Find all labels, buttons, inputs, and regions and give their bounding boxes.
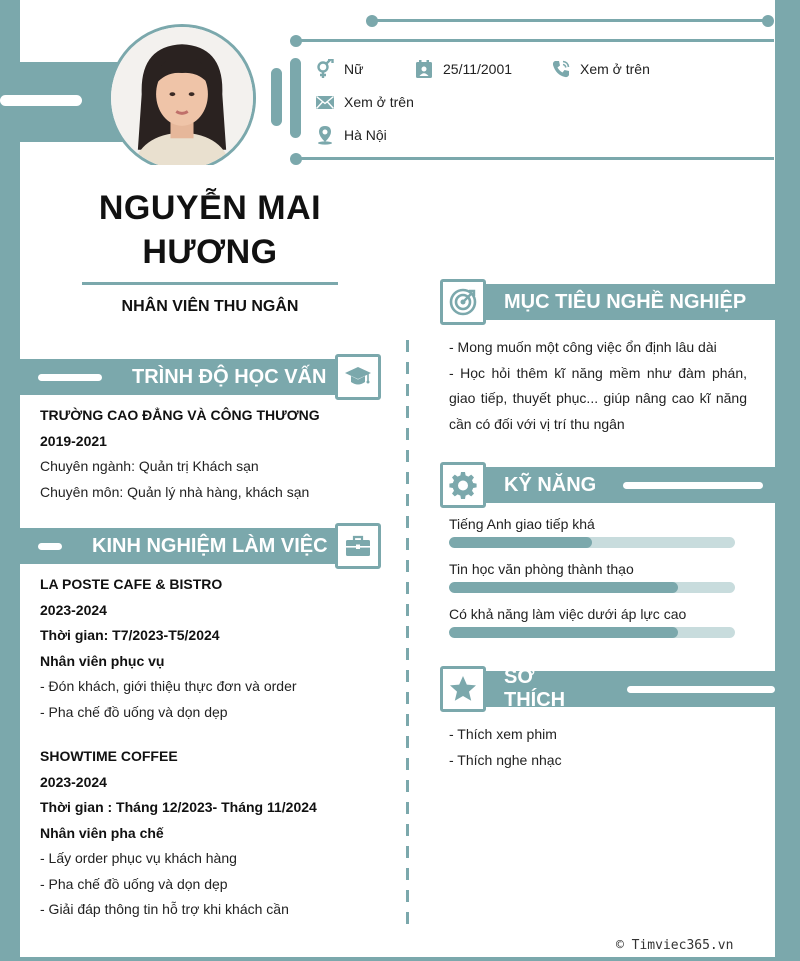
job-duty: - Pha chế đồ uống và dọn dẹp (40, 703, 228, 720)
skill-label: Tiếng Anh giao tiếp khá (449, 516, 595, 532)
avatar-photo (111, 27, 253, 169)
hobby-item: - Thích xem phim (449, 726, 557, 742)
objective-icon-box (440, 279, 486, 325)
skills-header (450, 467, 775, 503)
rule-dot (762, 15, 774, 27)
objective-heading: MỤC TIÊU NGHỀ NGHIỆP (504, 290, 747, 313)
email-text: Xem ở trên (344, 94, 414, 110)
education-icon-box (335, 354, 381, 400)
skills-list (449, 516, 735, 638)
job-duty: - Lấy order phục vụ khách hàng (40, 850, 237, 866)
header-pill (38, 374, 102, 381)
skill-bar-fill (449, 537, 592, 548)
experience-header (20, 528, 350, 564)
contact-birthday (414, 59, 512, 79)
target-icon (448, 287, 478, 317)
job-role: Nhân viên phục vụ (40, 652, 165, 669)
decor-pill (271, 68, 282, 126)
email-icon (315, 92, 335, 112)
graduation-cap-icon (343, 362, 373, 392)
job-company: LA POSTE CAFE & BISTRO (40, 576, 223, 592)
hobbies-list (449, 722, 739, 773)
name-line-1: NGUYỄN MAI (98, 189, 322, 227)
birthday-text: 25/11/2001 (443, 61, 513, 77)
skill-bar-fill (449, 627, 678, 638)
job-duty: - Pha chế đồ uống và dọn dẹp (40, 875, 228, 892)
phone-text: Xem ở trên (580, 61, 650, 77)
address-text: Hà Nội (344, 127, 387, 143)
header-pill (38, 543, 62, 550)
decor-pill (290, 58, 301, 138)
frame-left (0, 0, 20, 961)
avatar (108, 24, 256, 172)
job-company: SHOWTIME COFFEE (40, 748, 178, 764)
briefcase-icon (343, 531, 373, 561)
star-icon (448, 674, 478, 704)
objective-text (449, 335, 747, 437)
job-1 (40, 572, 400, 725)
education-header (20, 359, 350, 395)
footer-credit: © Timviec365.vn (616, 938, 734, 953)
job-period: Thời gian: T7/2023-T5/2024 (40, 627, 220, 643)
objective-line: - Học hỏi thêm kĩ năng mềm như đàm phán, giao tiếp, thuyết phục... giúp nâng cao kĩ năng cần có đối với vị trí thu ngân (449, 364, 747, 432)
header-accent-pill (0, 95, 82, 106)
contact-address (315, 125, 387, 145)
column-divider (406, 340, 409, 934)
gear-icon (448, 470, 478, 500)
experience-icon-box (335, 523, 381, 569)
skill-bar (449, 627, 735, 638)
education-heading: TRÌNH ĐỘ HỌC VẤN (132, 365, 327, 388)
major: Chuyên ngành: Quản trị Khách sạn (40, 458, 259, 474)
gender-icon (315, 59, 335, 79)
hobbies-icon-box (440, 666, 486, 712)
frame-bottom (0, 957, 800, 961)
candidate-name (40, 186, 380, 274)
contact-email (315, 92, 414, 112)
skill-bar (449, 537, 735, 548)
header-pill (623, 482, 763, 489)
skill-label: Có khả năng làm việc dưới áp lực cao (449, 606, 687, 622)
location-icon (315, 125, 335, 145)
job-duty: - Giải đáp thông tin hỗ trợ khi khách cần (40, 901, 289, 917)
phone-icon (551, 59, 571, 79)
name-underline (82, 282, 338, 285)
header-pill (627, 686, 775, 693)
job-role: Nhân viên pha chế (40, 824, 164, 841)
job-2 (40, 744, 400, 923)
skill-bar-fill (449, 582, 678, 593)
contact-gender (315, 59, 363, 79)
skill-label: Tin học văn phòng thành thạo (449, 561, 634, 577)
header-rule (372, 19, 768, 22)
header-rule (296, 157, 774, 160)
avatar-cover (94, 165, 270, 185)
specialty: Chuyên môn: Quản lý nhà hàng, khách sạn (40, 483, 310, 500)
job-duty: - Đón khách, giới thiệu thực đơn và order (40, 678, 297, 694)
school-years: 2019-2021 (40, 432, 107, 449)
header-rule (296, 39, 774, 42)
job-years: 2023-2024 (40, 601, 107, 618)
contact-phone (551, 59, 650, 79)
skills-icon-box (440, 462, 486, 508)
job-title: NHÂN VIÊN THU NGÂN (121, 298, 299, 315)
experience-heading: KINH NGHIỆM LÀM VIỆC (92, 534, 328, 557)
school-name: TRƯỜNG CAO ĐẲNG VÀ CÔNG THƯƠNG (40, 407, 320, 423)
hobby-item: - Thích nghe nhạc (449, 751, 562, 768)
gender-text: Nữ (344, 61, 364, 77)
objective-line: - Mong muốn một công việc ổn định lâu dài (449, 339, 717, 355)
hobbies-heading: SỞ THÍCH (504, 666, 566, 711)
calendar-icon (414, 59, 434, 79)
frame-right (775, 0, 800, 961)
education-block (40, 403, 390, 505)
job-years: 2023-2024 (40, 773, 107, 790)
job-period: Thời gian : Tháng 12/2023- Tháng 11/2024 (40, 799, 317, 815)
hobbies-header (450, 666, 775, 711)
name-line-2: HƯƠNG (142, 233, 278, 271)
skills-heading: KỸ NĂNG (504, 473, 597, 496)
skill-bar (449, 582, 735, 593)
objective-header (450, 284, 775, 320)
